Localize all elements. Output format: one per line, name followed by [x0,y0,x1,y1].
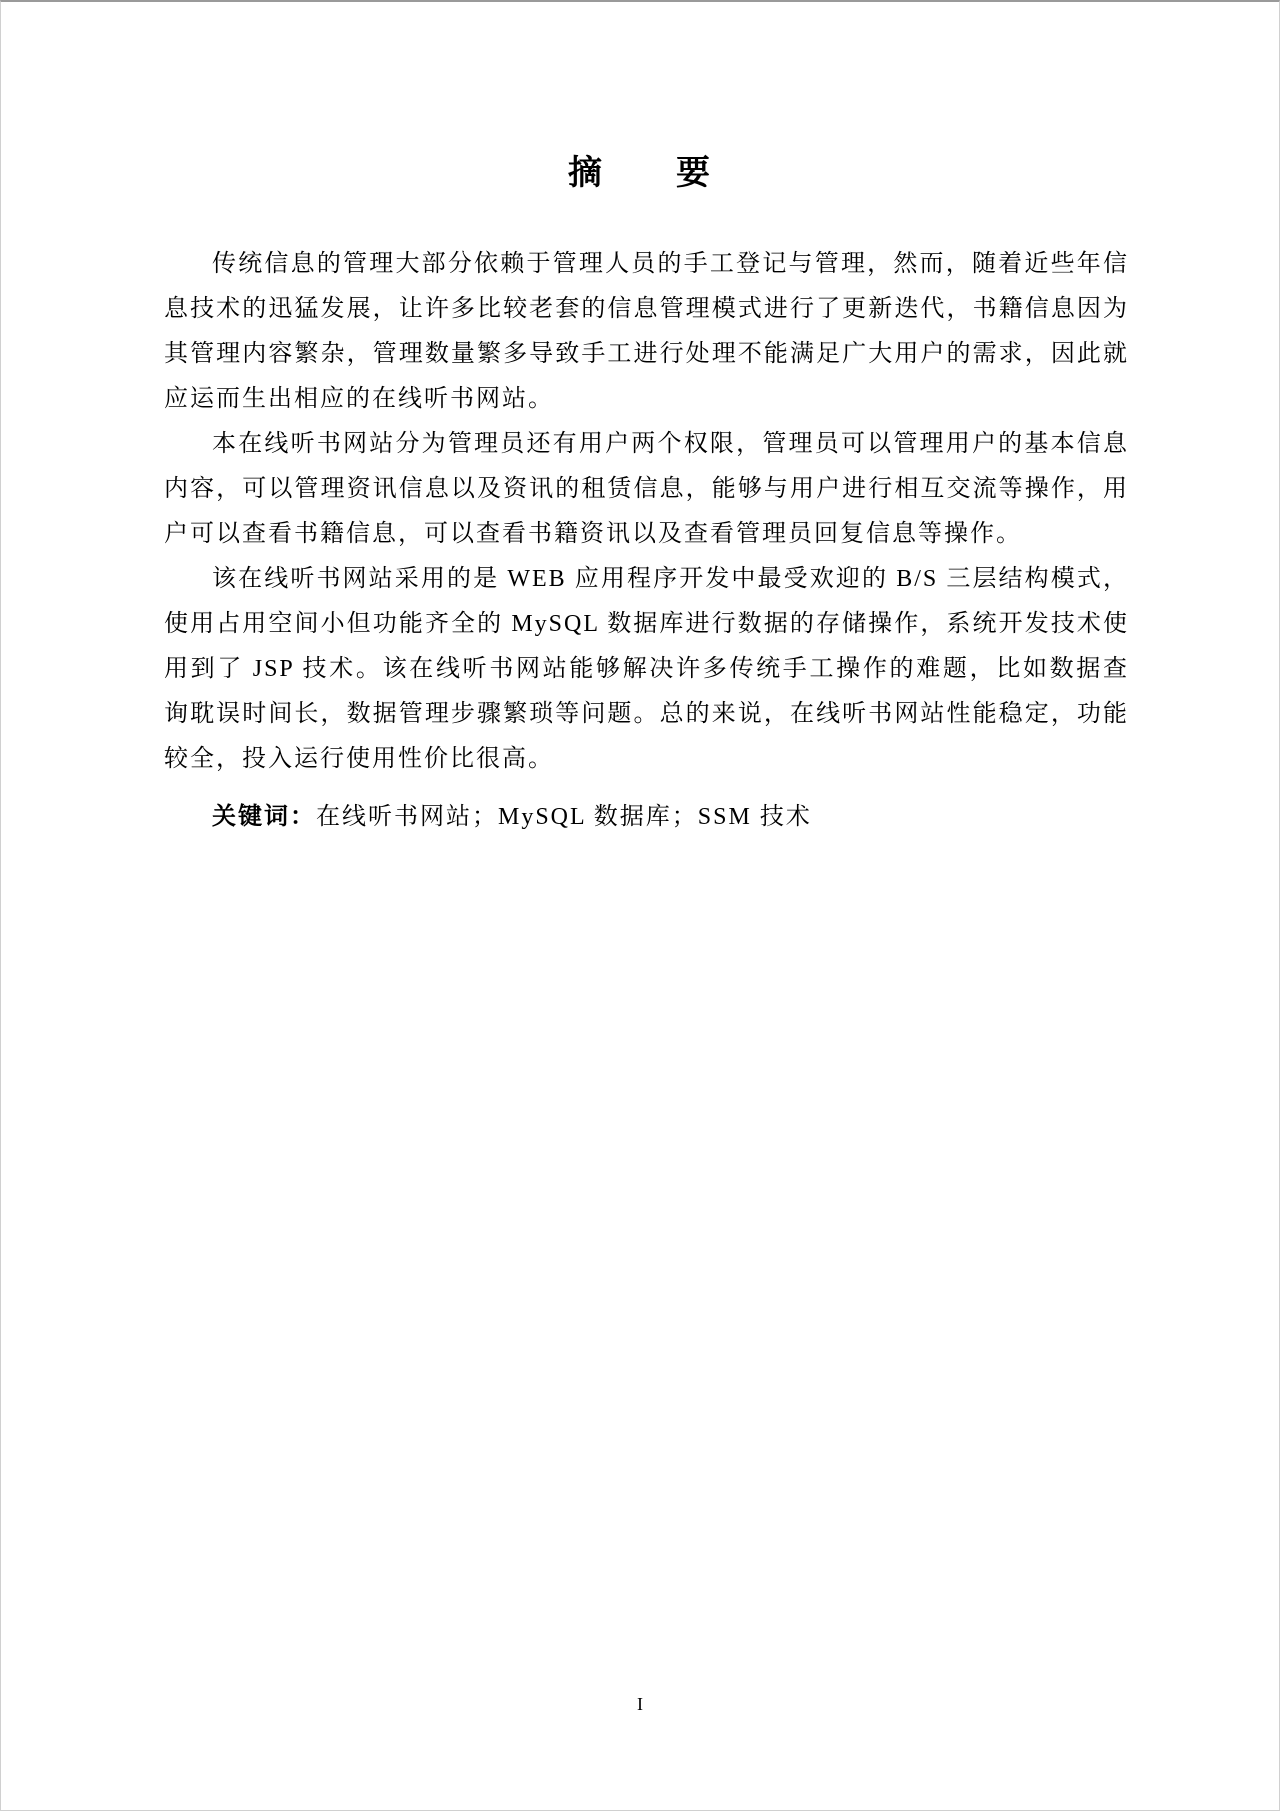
abstract-paragraph-3: 该在线听书网站采用的是 WEB 应用程序开发中最受欢迎的 B/S 三层结构模式，使用占用空间小但功能齐全的 MySQL 数据库进行数据的存储操作，系统开发技术使用到了 JSP 技术。该在线听书网站能够解决许多传统手工操作的难题，比如数据查询耽误时间长，数据管理步骤繁琐等问题。总的来说，在线听书网站性能稳定，功能较全，投入运行使用性价比很高。 [164,566,1129,772]
keywords-label: 关键词： [212,804,316,830]
page-number: I [637,1694,643,1714]
keywords-line [164,795,1129,840]
abstract-paragraph-1: 传统信息的管理大部分依赖于管理人员的手工登记与管理，然而，随着近些年信息技术的迅猛发展，让许多比较老套的信息管理模式进行了更新迭代，书籍信息因为其管理内容繁杂，管理数量繁多导致手工进行处理不能满足广大用户的需求，因此就应运而生出相应的在线听书网站。 [164,251,1129,412]
abstract-paragraph-2: 本在线听书网站分为管理员还有用户两个权限，管理员可以管理用户的基本信息内容，可以管理资讯信息以及资讯的租赁信息，能够与用户进行相互交流等操作，用户可以查看书籍信息，可以查看书籍资讯以及查看管理员回复信息等操作。 [164,431,1129,547]
keywords-text: 在线听书网站；MySQL 数据库；SSM 技术 [316,804,812,830]
page-title: 摘 要 [568,155,712,192]
abstract-content [164,242,1129,840]
